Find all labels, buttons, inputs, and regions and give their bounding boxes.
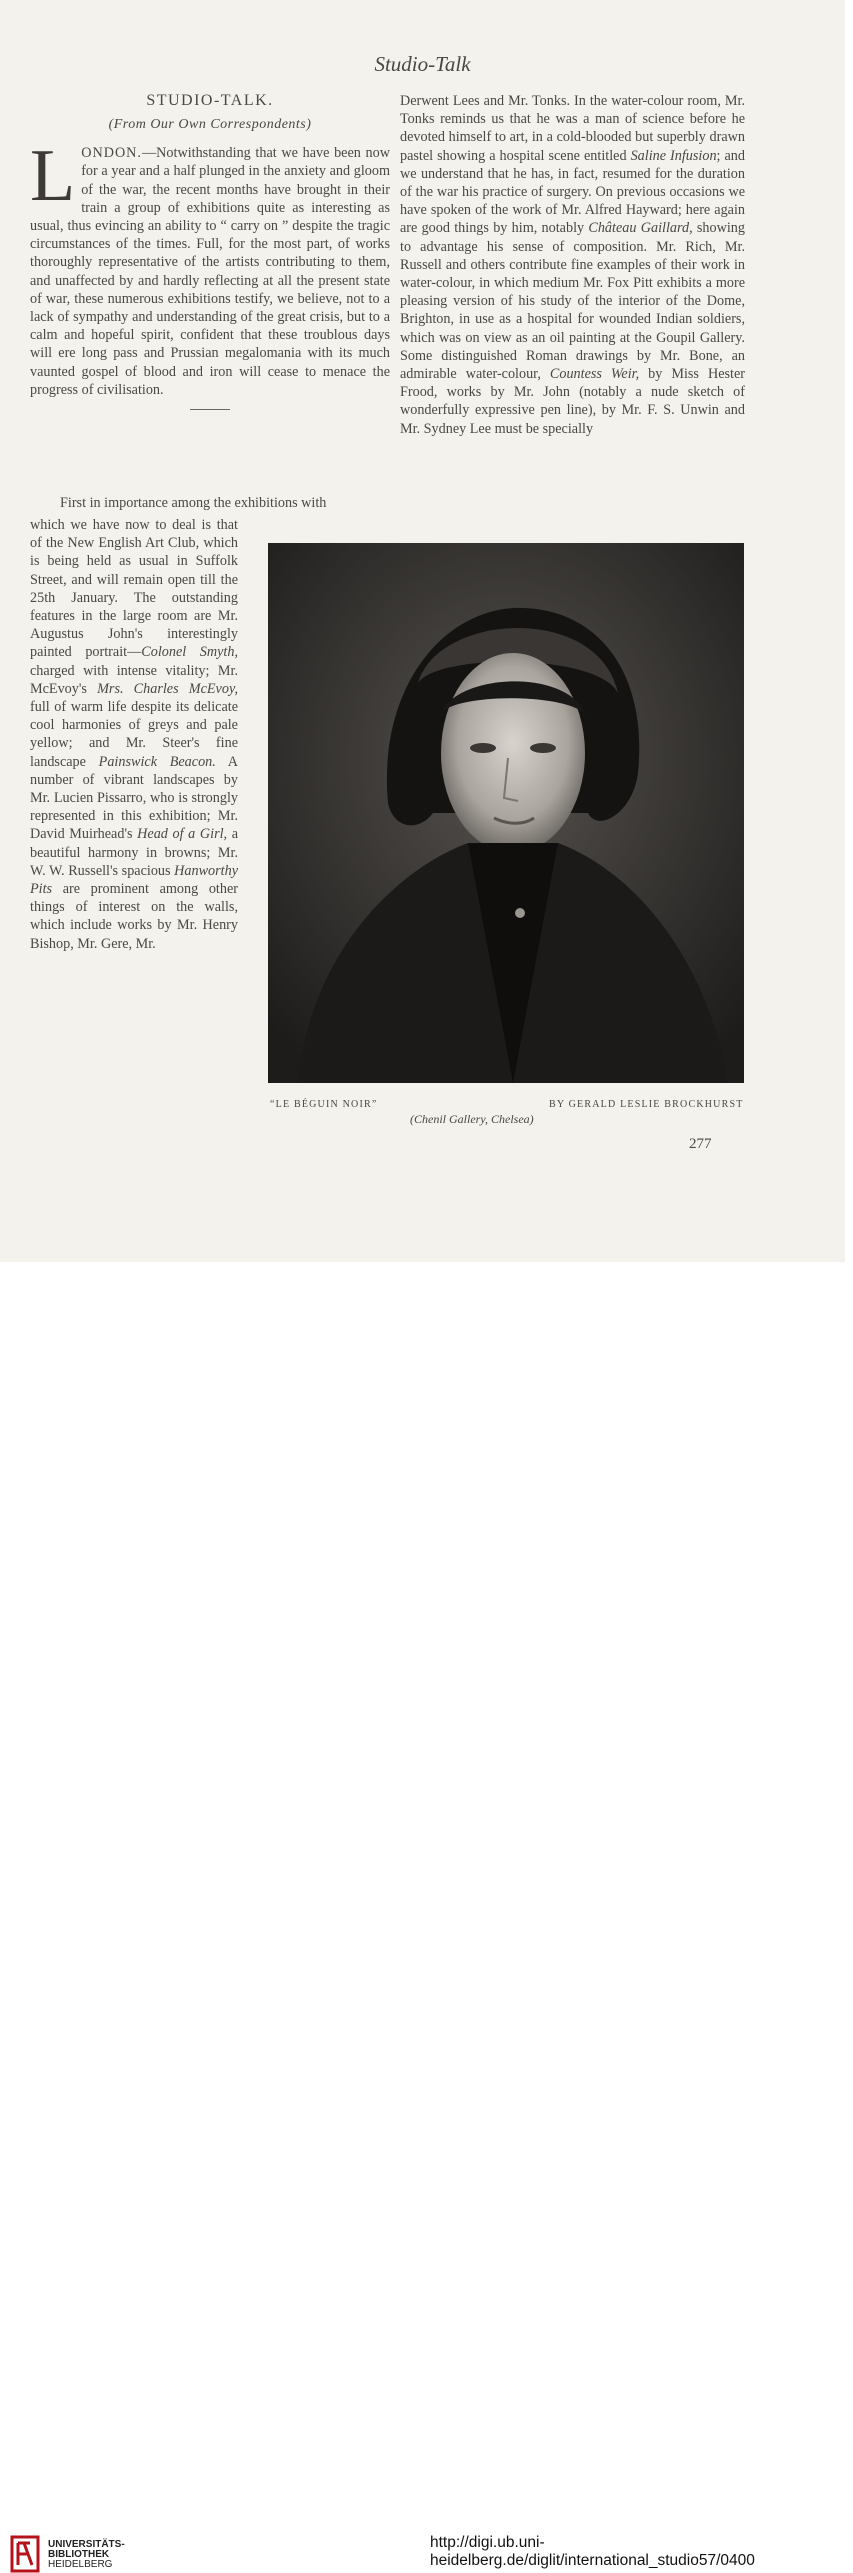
paragraph-lead-text: First in importance among the exhibitions with: [60, 495, 327, 511]
artwork-title: Hanworthy Pits: [30, 862, 238, 898]
paragraph-text: Derwent Lees and Mr. Tonks. In the water-colour room, Mr. Tonks reminds us that he was a man of science before he devoted himself to art, in a cold-blooded but superbly drawn pastel showing a hospital scene entitled: [400, 93, 745, 164]
paragraph-text: are prominent among other things of interest on the walls, which include works by Mr. Henry Bishop, Mr. Gere, Mr.: [30, 881, 238, 952]
caption-artist: BY GERALD LESLIE BROCKHURST: [549, 1099, 744, 1110]
caption-location: (Chenil Gallery, Chelsea): [410, 1112, 534, 1126]
opening-text: —Notwithstanding that we have been now for a year and a half plunged in the anxiety and gloom of the war, the recent months have brought in their train a group of exhibitions quite as interesting as usual, thus evincing an ability to “ carry on ” despite the tragic circumstances of the times. Full, for the most part, of works thoroughly representative of the artists contributing to them, and unaffected by and hardly reflecting at all the present state of war, these numerous exhibitions testify, we believe, not to a lack of sympathy and understanding of the great crisis, but to a calm and hopeful spirit, confident that these troublous days will ere long pass and Prussian megalomania with its much vaunted gospel of blood and iron will cease to menace the progress of civilisation.: [30, 145, 390, 398]
page-number: 277: [689, 1136, 712, 1152]
paragraph-text: ; and we understand that he has, in fact, resumed for the duration of the war his practice of surgery. On previous occasions we have spoken of the work of Mr. Alfred Hayward; here again are good things by him, notably: [400, 147, 745, 237]
library-name-line: UNIVERSITÄTS-: [48, 2539, 125, 2550]
source-url-link[interactable]: http://digi.ub.uni-heidelberg.de/diglit/international_studio57/0400: [430, 2534, 755, 2569]
library-name-line: BIBLIOTHEK: [48, 2549, 110, 2560]
section-divider: [190, 409, 230, 410]
paragraph-text: charged with intense vitality; Mr. McEvoy's: [30, 662, 238, 697]
opening-word: ONDON.: [81, 145, 142, 162]
artwork-title: Colonel Smyth,: [141, 644, 238, 661]
caption-title: “LE BÉGUIN NOIR”: [270, 1099, 378, 1110]
paragraph-text: showing to advantage his sense of composition. Mr. Rich, Mr. Russell and others contribute fine examples of their work in water-colour, in which medium Mr. Fox Pitt exhibits a more pleasing version of his study of the interior of the Dome, Brighton, in use as a hospital for wounded Indian soldiers, which was on view as an oil painting at the Goupil Gallery. Some distinguished Roman drawings by Mr. Bone, an admirable water-colour,: [400, 220, 745, 383]
running-head: Studio-Talk: [374, 52, 471, 76]
portrait-illustration: [268, 543, 744, 1083]
library-logo-icon: [10, 2535, 40, 2573]
opening-paragraph: [30, 135, 390, 399]
paragraph-text: a beautiful harmony in browns; Mr. W. W. Russell's spacious: [30, 826, 238, 879]
library-name: [48, 2540, 125, 2570]
paragraph-text: which we have now to deal is that of the New English Art Club, which is being held as usual in Suffolk Street, and will remain open till the 25th January. The outstanding features in the large room are Mr. Augustus John's interestingly painted portrait—: [30, 517, 238, 661]
paragraph-lead-line: [30, 494, 390, 512]
artwork-title: Head of a Girl,: [137, 826, 228, 843]
paragraph-text: A number of vibrant landscapes by Mr. Lucien Pissarro, who is strongly represented in this exhibition; Mr. David Muirhead's: [30, 753, 239, 843]
section-subtitle: (From Our Own Correspondents): [108, 117, 312, 132]
artwork-title: Painswick Beacon.: [98, 753, 216, 770]
artwork-title: Countess Weir,: [549, 366, 640, 383]
paragraph-text: by Miss Hester Frood, works by Mr. John (notably a nude sketch of wonderfully expressive pen line), by Mr. F. S. Unwin and Mr. Sydney Lee must be specially: [400, 366, 745, 437]
drop-cap: L: [30, 135, 76, 218]
left-column: [30, 92, 390, 418]
section-title: STUDIO-TALK.: [146, 92, 274, 109]
artwork-title: Mrs. Charles McEvoy,: [97, 680, 239, 697]
artwork-title: Saline Infusion: [630, 147, 717, 164]
library-name-line: HEIDELBERG: [48, 2559, 113, 2570]
portrait-plate: [268, 543, 744, 1083]
footer-bar: [0, 1262, 853, 2570]
artwork-title: Château Gaillard,: [588, 220, 693, 237]
page: [0, 0, 845, 1262]
wrapped-paragraph: [30, 516, 238, 953]
right-column: [400, 92, 745, 438]
paragraph-text: full of warm life despite its delicate cool harmonies of greys and pale yellow; and Mr. Steer's fine landscape: [30, 699, 238, 770]
